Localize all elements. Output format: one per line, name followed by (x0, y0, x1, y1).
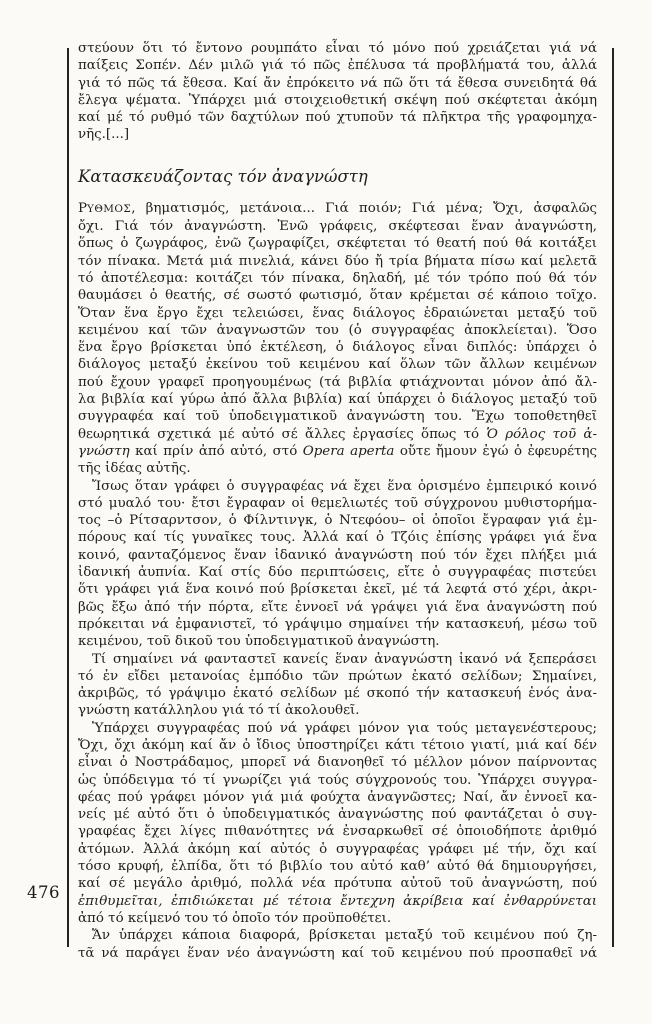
text-segment: καί πρίν ἀπό αὐτό, στό (129, 443, 303, 459)
text-segment: ὄχι. Γιά τόν ἀναγνώστη. Ἐνῶ γράφεις, σκέφτεσαι ἕναν ἀναγνώστη, (78, 219, 597, 235)
text-segment: ἀκριβῶς, τό γράψιμο ἑκατό σελίδων μέ σκοπό τήν κατασκευή ἑνός ἀνα- (78, 686, 597, 702)
text-segment: οὔτε ἤμουν ἐγώ ὁ ἐφευρέτης (394, 443, 597, 459)
text-segment: θεωρητικά σχετικά μέ αὐτό σέ ἄλλες ἐργασίες ὅπως τό (78, 426, 487, 442)
text-segment: τῆς ἰδέας αὐτῆς. (78, 461, 191, 477)
text-segment: κοινό, φανταζόμενος ἕναν ἰδανικό ἀναγνώστη πού τόν ἔχει πλήξει μιά (78, 547, 597, 563)
text-block (78, 40, 597, 962)
text-line (78, 92, 597, 109)
text-segment: καί σέ μεγάλο ἀριθμό, πολλά νέα πρότυπα αὐτοῦ τοῦ ἀναγνώστη, πού (78, 876, 597, 892)
text-segment: γραφέας ἔχει λίγες πιθανότητες νά ἐνσαρκωθεῖ σέ ὁποιοδήποτε ἀριθμό (78, 824, 597, 840)
text-line (78, 772, 597, 789)
text-segment: πόρους καί τίς γυναῖκες τους. Ἀλλά καί ὁ Τζόις ἐπίσης γράφει γιά ἕνα (78, 530, 597, 546)
text-segment: παίξεις Σοπέν. Δέν μιλῶ γιά τό πῶς ἐπέλυσα τά προβλήματά του, ἀλλά (78, 58, 597, 74)
text-line (78, 478, 597, 495)
text-segment: ἰδανική ἀυπνία. Καί στίς δύο περιπτώσεις, εἴτε ὁ συγγραφέας πιστεύει (78, 565, 597, 581)
text-line (78, 616, 597, 633)
text-segment: πρόκειται νά ἐμφανιστεῖ, τό γράψιμο σημαίνει τήν κατασκευή, μέσω τοῦ (78, 616, 597, 632)
text-line (78, 443, 597, 460)
text-line (78, 720, 597, 737)
text-line (78, 875, 597, 892)
text-line (78, 789, 597, 806)
text-segment: εἶναι ὁ Νοστράδαμος, μπορεῖ νά διανοηθεῖ τό μέλλον μόνον παίρνοντας (78, 755, 597, 771)
text-segment: ἔλεγα ψέματα. Ὑπάρχει μιά στοιχειοθετική σκέψη πού σκέφτεται ἀκόμη (78, 92, 597, 108)
text-segment: στεύουν ὅτι τό ἔντονο ρουμπάτο εἶναι τό μόνο πού χρειάζεται γιά νά (78, 41, 597, 56)
section-heading: Κατασκευάζοντας τόν ἀναγνώστη (78, 166, 368, 186)
text-line (78, 581, 597, 598)
text-line (78, 910, 597, 927)
text-line (78, 109, 597, 126)
text-segment: νῆς.[...] (78, 127, 130, 143)
text-segment: τόσο κρυφή, ἐλπίδα, ὅτι τό βιβλίο του αὐτό καθ’ αὐτό θά δημιουργήσει, (78, 859, 597, 875)
text-segment: φέας πού γράφει μόνον γιά μιά φούχτα ἀναγνῶστες; Ναί, ἄν ἐννοεῖ κα- (78, 789, 597, 805)
text-segment: Ἄν ὑπάρχει κάποια διαφορά, βρίσκεται μεταξύ τοῦ κειμένου πού ζη- (92, 928, 597, 944)
text-line (78, 253, 597, 270)
text-line (78, 702, 597, 719)
text-line (78, 651, 597, 668)
text-line (78, 823, 597, 840)
text-line (78, 841, 597, 858)
text-segment: τό ἐν εἴδει μετανοίας ἐμπόδιο τῶν πρώτων ἑκατό σελίδων; Σημαίνει, (78, 668, 597, 684)
text-line (78, 529, 597, 546)
text-line (78, 599, 597, 616)
text-line (78, 685, 597, 702)
text-segment: Ὑπάρχει συγγραφέας πού νά γράφει μόνον για τούς μεταγενέστερους; (92, 720, 597, 736)
text-segment: ἀτόμων. Ἀλλά ἀκόμη καί αὐτός ὁ συγγραφέας γράφει μέ τήν, ὄχι καί (78, 841, 597, 857)
page-number: 476 (27, 883, 60, 902)
paragraph-continuation (78, 40, 597, 144)
text-line (78, 40, 597, 57)
text-line (78, 547, 597, 564)
text-segment: κειμένου, τοῦ δικοῦ του ὑποδειγματικοῦ ἀναγνώστη. (78, 634, 440, 650)
text-line (78, 126, 597, 143)
text-line (78, 633, 597, 650)
text-segment: γιά τό πῶς τά ἔθεσα. Καί ἄν ἐπρόκειτο νά πῶ ὅτι τά ἔθεσα συνειδητά θά (78, 75, 597, 91)
text-line (78, 426, 597, 443)
text-line (78, 858, 597, 875)
text-line (78, 305, 597, 322)
text-segment: ΥΘΜΟΣ (87, 202, 132, 215)
text-line (78, 564, 597, 581)
text-segment: τό ἀποτέλεσμα: κοιτάζει τόν πίνακα, δηλαδή, μέ τόν τρόπο πού θά τόν (78, 270, 597, 286)
text-line (78, 408, 597, 425)
text-segment: θαυμάσει ὁ θεατής, σέ σωστό φωτισμό, ὅταν κρέμεται σέ κάποιο τοῖχο. (78, 288, 597, 304)
text-line (78, 945, 597, 962)
text-line (78, 893, 597, 910)
left-margin-rule (67, 48, 69, 947)
text-segment: ἀπό τό κείμενό του τό ὁποῖο τόν προϋποθέτει. (78, 910, 392, 926)
text-segment: συγγραφέα καί τοῦ ὑποδειγματικοῦ ἀναγνώστη του. Ἔχω τοποθετηθεῖ (78, 409, 597, 425)
text-segment: Ὄχι, ὄχι ἀκόμη καί ἄν ὁ ἴδιος ὑποστηρίζει κάτι τέτοιο γιατί, μιά καί δέν (78, 737, 597, 753)
text-segment: Τί σημαίνει νά φανταστεῖ κανείς ἕναν ἀναγνώστη ἱκανό νά ξεπεράσει (92, 651, 597, 667)
text-segment: νείς μέ αὐτό ὅτι ὁ ὑποδειγματικός ἀναγνώστης πού φαντάζεται ὁ συγ- (78, 807, 597, 823)
text-segment: στό μυαλό του· ἔτσι ἔγραφαν οἱ θεμελιωτές τοῦ σύγχρονου μυθιστορήμα- (78, 495, 597, 511)
text-segment: διάλογος μεταξύ ἐκείνου τοῦ κειμένου καί ὅλων τῶν ἄλλων κειμένων (78, 357, 597, 373)
text-line (78, 754, 597, 771)
text-segment: ἐπιθυμεῖται, ἐπιδιώκεται μέ τέτοια ἔντεχνη ἀκρίβεια καί ἐνθαρρύνεται (78, 893, 597, 909)
text-segment: Ρ (78, 200, 88, 216)
text-segment: λα βιβλία καί γύρω ἀπό ἄλλα βιβλία) καί ὑπάρχει ὁ διάλογος μεταξύ τοῦ (78, 392, 597, 408)
text-segment: γνώστη (78, 443, 130, 459)
text-segment: ἕνα ἔργο βρίσκεται ὑπό ἐκτέλεση, ὁ διάλογος εἶναι διπλός: ὑπάρχει ὁ (78, 340, 597, 356)
text-line (78, 75, 597, 92)
text-line (78, 57, 597, 74)
text-line (78, 200, 597, 218)
right-margin-rule (612, 48, 614, 947)
text-segment: τος –ὁ Ρίτσαρντσον, ὁ Φίλντινγκ, ὁ Ντεφόου– οἱ ὁποῖοι ἔγραφαν γιά ἐμ- (78, 513, 597, 529)
text-line (78, 806, 597, 823)
text-segment: ὅπως ὁ ζωγράφος, ἐνῶ ζωγραφίζει, σκέφτεται τό θεατή πού θά κοιτάξει (78, 236, 597, 252)
text-segment: Ἴσως ὅταν γράφει ὁ συγγραφέας νά ἔχει ἕνα ὁρισμένο ἐμπειρικό κοινό (92, 478, 597, 494)
text-segment: κειμένου καί τῶν ἀναγνωστῶν του (ὁ συγγραφέας ἀποκλείεται). Ὅσο (78, 322, 597, 338)
text-line (78, 218, 597, 235)
text-line (78, 668, 597, 685)
text-line (78, 322, 597, 339)
text-segment: ὡς ὑπόδειγμα τό τί γνωρίζει γιά τούς σύγχρονούς του. Ὑπάρχει συγγρα- (78, 772, 597, 788)
text-line (78, 374, 597, 391)
text-segment: τᾶ νά παράγει ἕναν νέο ἀναγνώστη καί τοῦ κειμένου πού προσπαθεῖ νά (78, 945, 597, 961)
text-line (78, 235, 597, 252)
text-line (78, 391, 597, 408)
text-segment: ὅτι γράφει γιά ἕνα κοινό πού βρίσκεται ἐκεῖ, μέ τά λεφτά στό χέρι, ἀκρι- (78, 582, 597, 598)
text-line (78, 270, 597, 287)
paragraphs (78, 200, 597, 962)
text-segment: τόν πίνακα. Μετά μιά πινελιά, κάνει δύο ἤ τρία βήματα πίσω καί μελετᾶ (78, 253, 597, 269)
text-segment: πού ἔχουν γραφεῖ προηγουμένως (τά βιβλία φτιάχνονται μόνον ἀπό ἄλ- (78, 374, 597, 390)
text-segment: Ὁ ρόλος τοῦ ἀ- (486, 426, 597, 442)
text-line (78, 737, 597, 754)
text-segment: καί μέ τό ρυθμό τῶν δαχτύλων πού χτυποῦν τά πλῆκτρα τῆς γραφομηχα- (78, 110, 597, 126)
text-segment: , βηματισμός, μετάνοια... Γιά ποιόν; Γιά μένα; Ὄχι, ἀσφαλῶς (131, 200, 597, 216)
text-line (78, 287, 597, 304)
text-segment: Opera aperta (302, 443, 395, 459)
text-line (78, 339, 597, 356)
text-line (78, 927, 597, 944)
text-line (78, 512, 597, 529)
text-segment: βῶς ἔξω ἀπό τήν πόρτα, εἴτε ἐννοεῖ νά γράψει γιά ἕνα ἀναγνώστη πού (78, 599, 597, 615)
text-line (78, 495, 597, 512)
text-line (78, 460, 597, 477)
text-line (78, 356, 597, 373)
text-segment: γνώστη κατάλληλου γιά τό τί ἀκολουθεῖ. (78, 703, 360, 719)
text-segment: Ὅταν ἕνα ἔργο ἔχει τελειώσει, ἕνας διάλογος ἑδραιώνεται μεταξύ τοῦ (78, 305, 597, 321)
